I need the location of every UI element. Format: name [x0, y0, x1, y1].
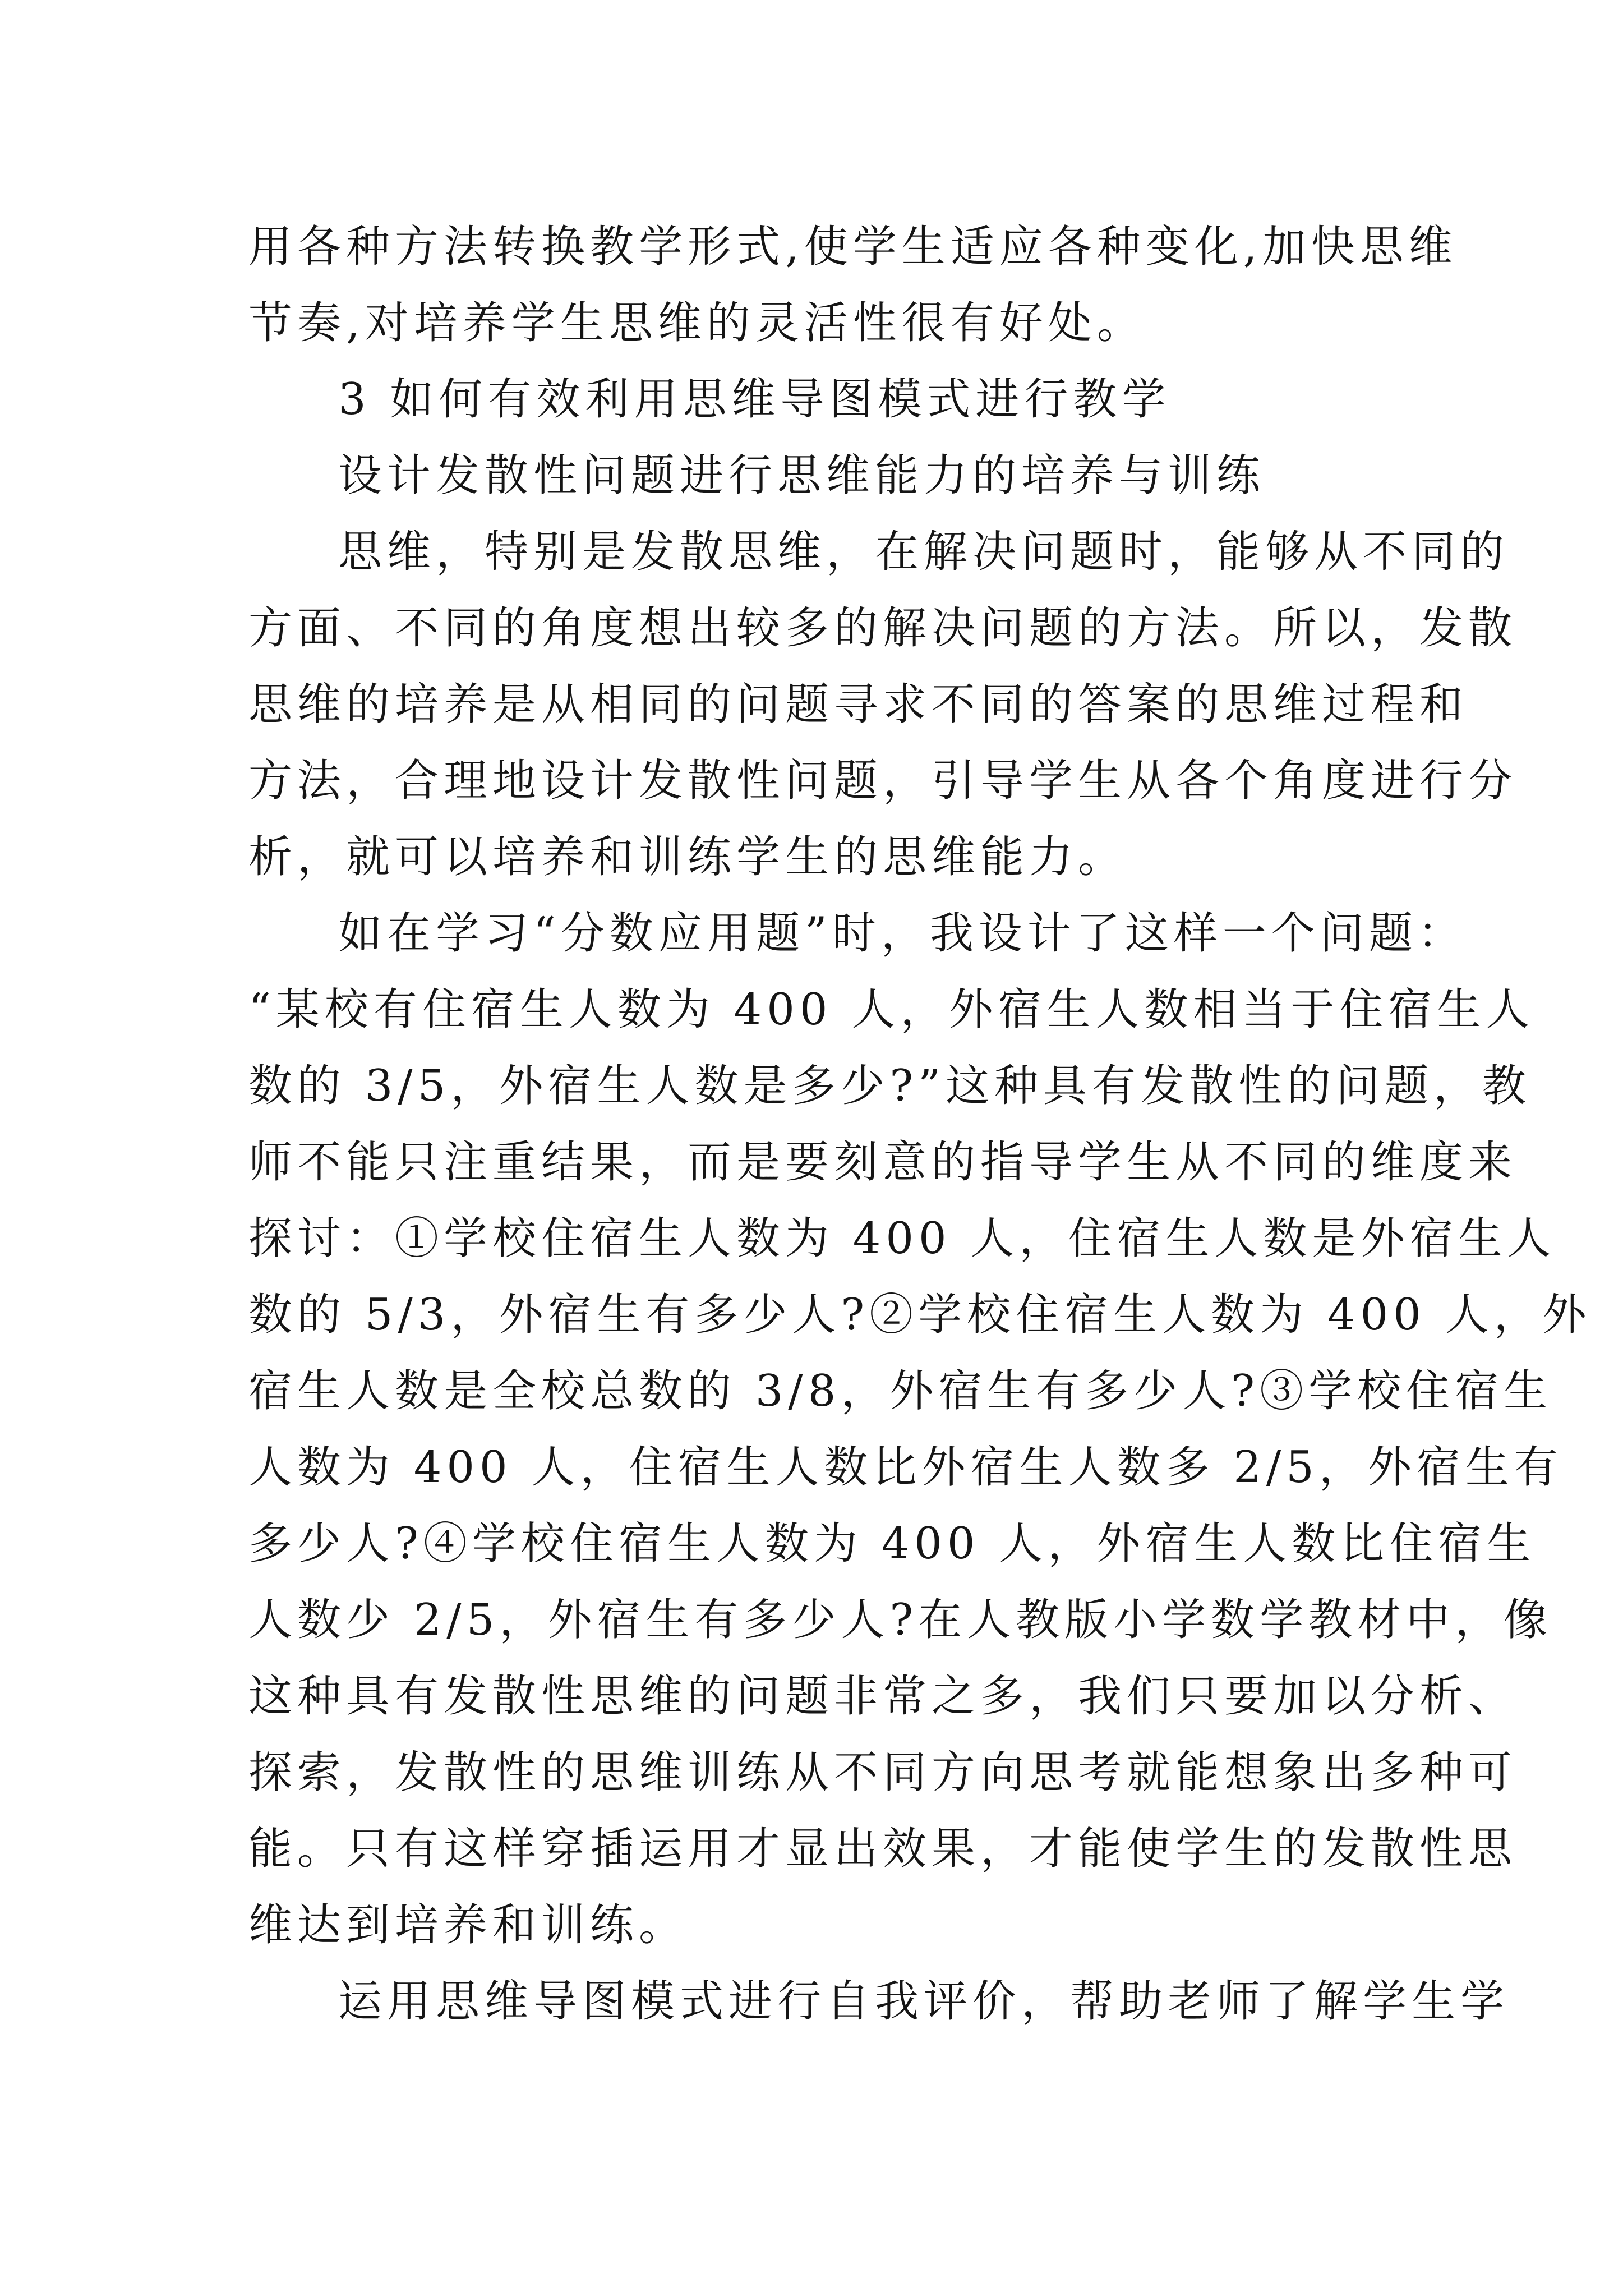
text-line: 数的 3/5，外宿生人数是多少?”这种具有发散性的问题，教 — [248, 1061, 1532, 1111]
text-line: 析，就可以培养和训练学生的思维能力。 — [248, 832, 1127, 882]
text-line: 数的 5/3，外宿生有多少人?②学校住宿生人数为 400 人，外 — [248, 1290, 1592, 1340]
section-heading: 3 如何有效利用思维导图模式进行教学 — [338, 374, 1171, 425]
text-line: 思维的培养是从相同的问题寻求不同的答案的思维过程和 — [248, 679, 1469, 730]
text-line: 探索，发散性的思维训练从不同方向思考就能想象出多种可 — [248, 1747, 1518, 1798]
text-line: 探讨：①学校住宿生人数为 400 人，住宿生人数是外宿生人 — [248, 1213, 1556, 1264]
text-line: 能。只有这样穿插运用才显出效果，才能使学生的发散性思 — [248, 1824, 1518, 1874]
subsection-heading: 设计发散性问题进行思维能力的培养与训练 — [338, 450, 1266, 501]
text-line: 运用思维导图模式进行自我评价，帮助老师了解学生学 — [338, 1976, 1510, 2027]
text-line: 方法，合理地设计发散性问题，引导学生从各个角度进行分 — [248, 756, 1518, 806]
text-line: 宿生人数是全校总数的 3/8，外宿生有多少人?③学校住宿生 — [248, 1366, 1553, 1416]
text-line: 这种具有发散性思维的问题非常之多，我们只要加以分析、 — [248, 1671, 1518, 1722]
text-line: 用各种方法转换教学形式,使学生适应各种变化,加快思维 — [248, 222, 1458, 272]
text-line: 人数少 2/5，外宿生有多少人?在人教版小学数学教材中，像 — [248, 1595, 1553, 1645]
text-line: “某校有住宿生人数为 400 人，外宿生人数相当于住宿生人 — [248, 984, 1535, 1035]
body-text — [248, 209, 1592, 2040]
text-line: 节奏,对培养学生思维的灵活性很有好处。 — [248, 298, 1146, 348]
text-line: 方面、不同的角度想出较多的解决问题的方法。所以，发散 — [248, 603, 1518, 654]
text-line: 人数为 400 人，住宿生人数比外宿生人数多 2/5，外宿生有 — [248, 1442, 1563, 1493]
text-line: 师不能只注重结果，而是要刻意的指导学生从不同的维度来 — [248, 1137, 1518, 1188]
text-line: 思维，特别是发散思维，在解决问题时，能够从不同的 — [338, 527, 1510, 577]
text-line: 维达到培养和训练。 — [248, 1900, 688, 1950]
text-line: 多少人?④学校住宿生人数为 400 人，外宿生人数比住宿生 — [248, 1519, 1536, 1569]
text-line: 如在学习“分数应用题”时，我设计了这样一个问题： — [338, 908, 1467, 959]
